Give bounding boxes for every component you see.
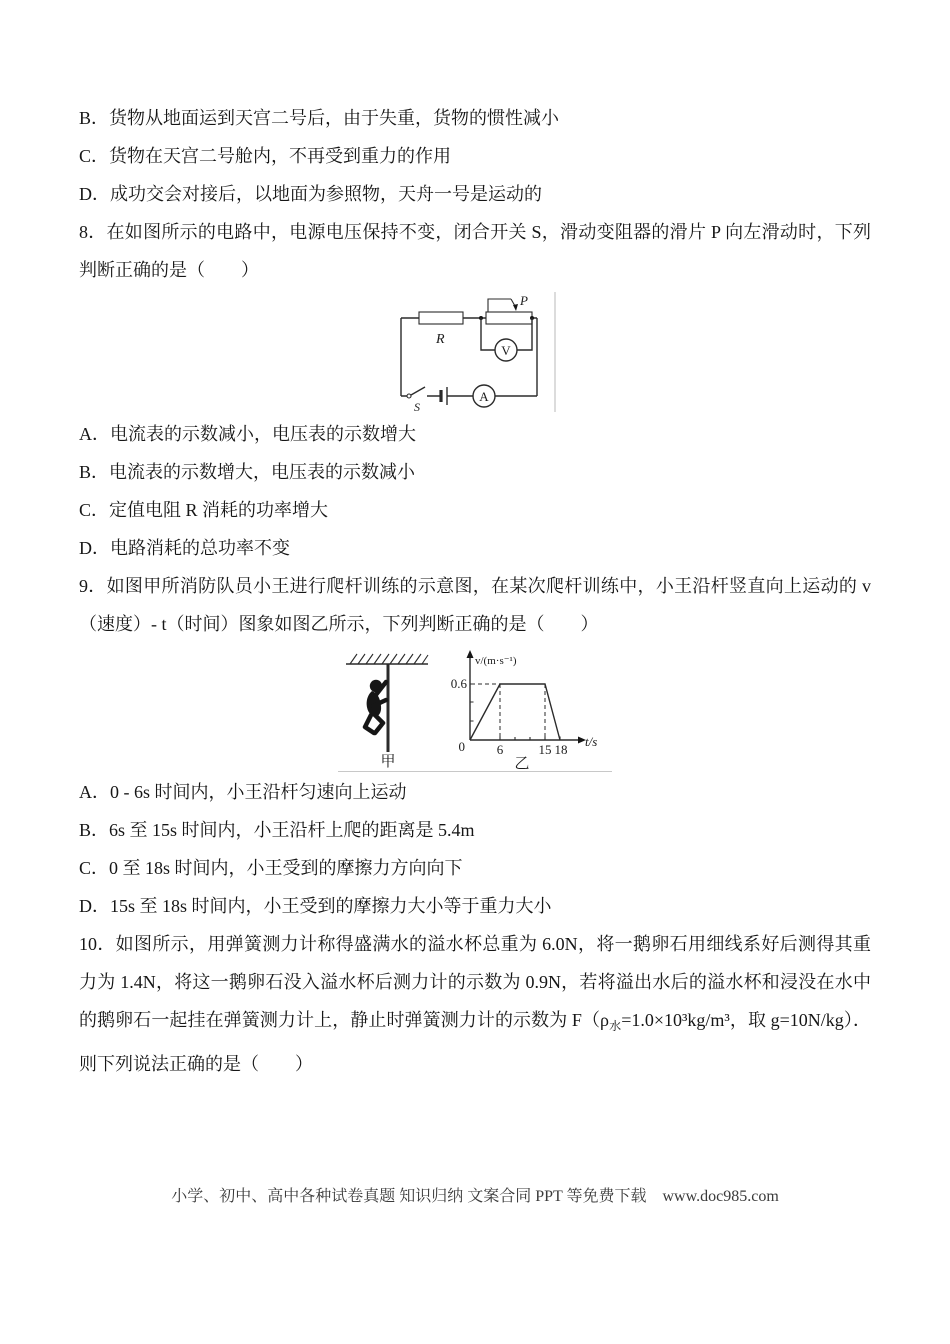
- x-tick-6: 6: [496, 742, 504, 757]
- option-line-8d: D．电路消耗的总功率不变: [79, 538, 290, 558]
- climber-silhouette: [365, 680, 386, 733]
- site-footer-text: 小学、初中、高中各种试卷真题 知识归纳 文案合同 PPT 等免费下载 www.doc985.com: [171, 1188, 779, 1205]
- circuit-diagram: [389, 290, 561, 414]
- voltmeter-label: V: [501, 343, 511, 358]
- graph-axes: [470, 657, 580, 740]
- option-line-8b: B．电流表的示数增大，电压表的示数减小: [79, 462, 416, 482]
- pole-climbing-figure: [338, 644, 434, 770]
- rheostat: [486, 312, 532, 324]
- option-line-7b: B．货物从地面运到天宫二号后，由于失重，货物的惯性减小: [79, 108, 560, 128]
- y-tick-0.6: 0.6: [450, 676, 467, 691]
- origin-label: 0: [458, 739, 465, 754]
- slider-label: P: [520, 293, 528, 308]
- ceiling-hatching: [350, 654, 428, 664]
- switch-pivot: [407, 394, 411, 398]
- question-9-stem: 9．如图甲所消防队员小王进行爬杆训练的示意图，在某次爬杆训练中，小王沿杆竖直向上运动的 v（速度）- t（时间）图象如图乙所示，下列判断正确的是（ ）: [79, 576, 871, 634]
- y-axis-arrow: [467, 650, 474, 658]
- dashed-guides: [471, 684, 545, 739]
- option-line-9c: C．0 至 18s 时间内，小王受到的摩擦力方向向下: [79, 858, 463, 878]
- figure-left-label: 甲: [380, 754, 396, 770]
- vt-graph: [442, 644, 612, 770]
- question-8-stem: 8．在如图所示的电路中，电源电压保持不变，闭合开关 S，滑动变阻器的滑片 P 向左滑动时，下列判断正确的是（ ）: [79, 222, 871, 280]
- y-axis-label: v/(m·s⁻¹): [475, 655, 517, 667]
- velocity-curve: [470, 684, 560, 740]
- switch-blade: [411, 387, 425, 395]
- question-10-stem: [79, 925, 871, 1083]
- option-line-9d: D．15s 至 18s 时间内，小王受到的摩擦力大小等于重力大小: [79, 896, 552, 916]
- question-9-figure: [79, 644, 871, 772]
- slider-arrow-P: [513, 304, 518, 311]
- question-8-circuit-figure: [79, 290, 871, 414]
- option-line-7c: C．货物在天宫二号舱内，不再受到重力的作用: [79, 146, 452, 166]
- option-line-7d: D．成功交会对接后，以地面为参照物，天舟一号是运动的: [79, 184, 542, 204]
- option-line-8c: C．定值电阻 R 消耗的功率增大: [79, 500, 329, 520]
- switch-label: S: [414, 400, 420, 414]
- rho-water-subscript: 水: [609, 1019, 622, 1033]
- figure-strip: [338, 644, 612, 772]
- slider-wire: [488, 299, 515, 312]
- axis-ticks: [470, 684, 560, 740]
- option-line-8a: A．电流表的示数减小，电压表的示数增大: [79, 424, 416, 444]
- q10-text-after-subscript: =1.0×10³kg/m³，取 g=10N/kg）．则下列说法正确的是（ ）: [79, 1010, 871, 1074]
- option-line-9b: B．6s 至 15s 时间内，小王沿杆上爬的距离是 5.4m: [79, 820, 475, 840]
- resistor-label: R: [436, 332, 445, 347]
- ammeter-label: A: [479, 389, 489, 404]
- x-tick-15: 15: [538, 742, 552, 757]
- x-axis-label: t/s: [585, 734, 598, 749]
- x-tick-18: 18: [554, 742, 568, 757]
- exam-page-content: [79, 99, 871, 1083]
- option-line-9a: A．0 - 6s 时间内，小王沿杆匀速向上运动: [79, 782, 407, 802]
- resistor-R: [419, 312, 463, 324]
- q10-text-before-subscript: 10．如图所示，用弹簧测力计称得盛满水的溢水杯总重为 6.0N，将一鹅卵石用细线系好后测得其重力为 1.4N，将这一鹅卵石没入溢水杯后测力计的示数为 0.9N，若将溢出水后的溢水杯和浸没在水中的鹅卵石一起挂在弹簧测力计上，静止时弹簧测力计的示数为 F（ρ: [79, 934, 871, 1030]
- circuit-wires: [401, 318, 537, 396]
- figure-right-label: 乙: [514, 756, 530, 770]
